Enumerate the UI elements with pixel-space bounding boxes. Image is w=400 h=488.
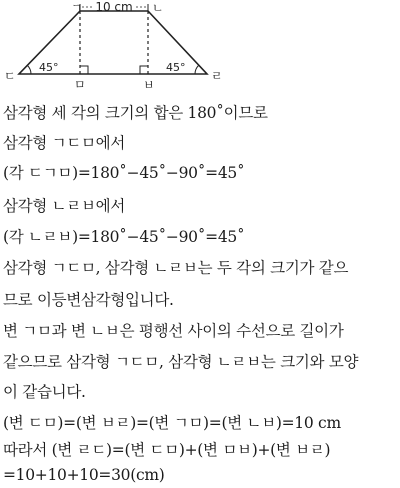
foot-label-left: ㅁ: [74, 78, 86, 92]
vertex-label-bottom-right: ㄹ: [211, 69, 223, 83]
angle-arc-right: [195, 66, 199, 75]
angle-label-right: 45°: [166, 61, 186, 74]
vertex-label-top-right: ㄴ: [152, 1, 164, 15]
solution-line-3: (각 ㄷㄱㅁ)=180˚−45˚−90˚=45˚: [3, 164, 245, 182]
solution-line-4: 삼각형 ㄴㄹㅂ에서: [3, 197, 126, 215]
vertex-label-bottom-left: ㄷ: [4, 69, 16, 83]
right-angle-mark-left: [80, 66, 88, 74]
solution-line-9: 같으므로 삼각형 ㄱㄷㅁ, 삼각형 ㄴㄹㅂ는 크기와 모양: [3, 353, 359, 371]
angle-label-left: 45°: [39, 61, 59, 74]
vertex-label-top-left: ㄱ: [71, 1, 83, 15]
solution-line-6: 삼각형 ㄱㄷㅁ, 삼각형 ㄴㄹㅂ는 두 각의 크기가 같으: [3, 259, 349, 277]
solution-line-1: 삼각형 세 각의 크기의 합은 180˚이므로: [3, 104, 268, 122]
solution-line-10: 이 같습니다.: [3, 383, 86, 401]
solution-line-5: (각 ㄴㄹㅂ)=180˚−45˚−90˚=45˚: [3, 228, 245, 246]
solution-line-8: 변 ㄱㅁ과 변 ㄴㅂ은 평행선 사이의 수선으로 길이가: [3, 322, 344, 340]
solution-line-2: 삼각형 ㄱㄷㅁ에서: [3, 134, 126, 152]
foot-label-right: ㅂ: [143, 78, 155, 92]
top-length-label: 10 cm: [95, 0, 133, 14]
solution-line-7: 므로 이등변삼각형입니다.: [3, 291, 174, 309]
right-angle-mark-right: [140, 66, 148, 74]
trapezoid-figure: [0, 0, 400, 92]
solution-line-13: =10+10+10=30(cm): [3, 466, 165, 484]
solution-line-12: 따라서 (변 ㄹㄷ)=(변 ㄷㅁ)+(변 ㅁㅂ)+(변 ㅂㄹ): [3, 441, 331, 459]
solution-line-11: (변 ㄷㅁ)=(변 ㅂㄹ)=(변 ㄱㅁ)=(변 ㄴㅂ)=10 cm: [3, 414, 341, 432]
angle-arc-left: [28, 66, 32, 75]
